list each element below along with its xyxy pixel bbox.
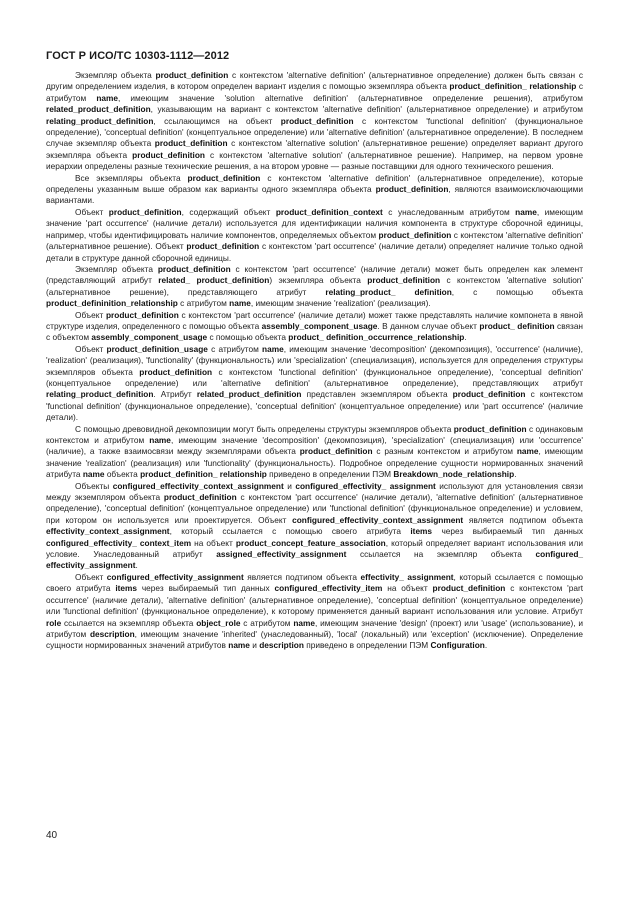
text-run: , который ссылается с помощью своего атрибута bbox=[169, 526, 411, 537]
term-name: name bbox=[293, 617, 315, 628]
text-run: через выбираемый тип данных bbox=[432, 526, 583, 537]
term-name: name bbox=[82, 469, 105, 480]
text-run: представлен экземпляром объекта bbox=[301, 389, 453, 400]
text-run: связан с объектом bbox=[46, 320, 584, 343]
term-name: assigned_effectivity_assignment bbox=[216, 549, 347, 560]
text-run: , ссылающимся на объект bbox=[153, 115, 281, 126]
term-name: product_definition_context bbox=[275, 206, 383, 217]
text-run: с атрибутом bbox=[177, 298, 230, 309]
text-run: с контекстом 'part occurrence' (наличие детали) может также представлять наличие компонета в явной структуре изделия, определенного с помощью объекта bbox=[46, 309, 583, 331]
term-name: related_product_definition bbox=[46, 104, 151, 115]
text-run: , имеющим значение 'solution alternative definition' (альтернативное определение решения), атрибутом bbox=[118, 92, 583, 103]
text-run: . bbox=[514, 469, 517, 480]
text-run: Объект bbox=[75, 206, 109, 217]
term-name: product_definition bbox=[157, 263, 231, 274]
text-run: , который ссылается с помощью своего атрибута bbox=[46, 571, 584, 594]
term-name: configured_effectivity_ context_item bbox=[46, 537, 192, 548]
text-run: с контекстом 'part occurrence' (наличие детали) определяет наличие только одной детали в структуре данной сборочной единицы. bbox=[46, 241, 584, 263]
term-name: name bbox=[262, 343, 284, 354]
term-name: effectivity_context_assignment bbox=[46, 526, 170, 537]
term-name: product_definition bbox=[375, 184, 449, 195]
term-name: configured_effectivity_context_assignment bbox=[112, 480, 284, 491]
text-run: , имеющим значение 'realization' (реализация). bbox=[250, 298, 431, 309]
term-name: product_definition bbox=[299, 446, 373, 457]
term-name: product_ definition_occurrence_relationship bbox=[288, 332, 465, 343]
text-run: на объект bbox=[191, 537, 236, 548]
text-run: с контекстом 'part occurrence' (наличие детали), 'alternative definition' (альтернативное определение), 'conceptual definition' (концептуальное определение) или 'functional definition' (функциональное определение), к которому применяется данный вариант использования или условие. Атрибут bbox=[46, 583, 584, 617]
text-run: Все экземпляры объекта bbox=[75, 172, 188, 183]
text-run: с унаследованным атрибутом bbox=[382, 206, 516, 217]
text-run: с разным контекстом и атрибутом bbox=[372, 446, 517, 457]
paragraph bbox=[46, 572, 583, 652]
term-name: product_definition bbox=[108, 206, 182, 217]
text-run: . bbox=[135, 560, 138, 571]
term-name: name bbox=[229, 298, 251, 309]
text-run: Объект bbox=[75, 571, 107, 582]
term-name: product_definition bbox=[378, 229, 452, 240]
text-run: , имеющим значение 'decomposition' (декомпозиция), 'occurrence' (наличие), 'realization' (реализация), 'functionality' (функциональность) или 'specialization' (специализация), используется для определения структуры экземпляров объекта bbox=[46, 343, 583, 377]
text-run: с контекстом 'functional definition' (функциональное определение), 'conceptual definition' (концептуальное определение) или 'part occurrence' (наличие детали). bbox=[46, 389, 583, 423]
text-run: ) экземпляра объекта bbox=[269, 275, 368, 286]
term-name: configured_effectivity_ assignment bbox=[295, 480, 436, 491]
text-run: и bbox=[283, 480, 296, 491]
text-run: с контекстом 'part occurrence' (наличие детали), 'alternative definition' (альтернативное определение), 'conceptual definition' (концептуальное определение) или 'functional definition' (функциональное определение) и условием, при котором он используется или проектируется. Объект bbox=[46, 492, 583, 525]
paragraph bbox=[46, 344, 583, 424]
paragraph bbox=[46, 70, 583, 173]
text-run: , содержащий объект bbox=[181, 206, 276, 217]
text-run: , имеющим значение 'realization' (реализация) или 'functionality' (функциональность). Подробное определение сущности нормированных значений атрибута bbox=[46, 446, 584, 480]
text-run: , с помощью объекта bbox=[451, 286, 583, 297]
term-name: product_definition bbox=[452, 389, 526, 400]
text-run: . В данном случае объект bbox=[377, 320, 480, 331]
text-run: ссылается на экземпляр объекта bbox=[346, 549, 536, 560]
text-run: с одинаковым контекстом и атрибутом bbox=[46, 423, 583, 445]
text-run: и bbox=[249, 640, 260, 651]
text-run: с атрибутом bbox=[207, 343, 263, 354]
term-name: product_definition bbox=[139, 366, 213, 377]
term-name: product_definition bbox=[280, 115, 354, 126]
term-name: description bbox=[89, 628, 135, 639]
term-name: items bbox=[115, 583, 138, 594]
term-name: name bbox=[149, 435, 171, 445]
body-text bbox=[46, 70, 583, 652]
term-name: description bbox=[259, 640, 304, 651]
term-name: name bbox=[228, 640, 250, 651]
term-name: items bbox=[410, 526, 433, 537]
text-run: является подтипом объекта bbox=[243, 571, 361, 582]
term-name: product_definition_usage bbox=[106, 343, 208, 354]
text-run: Объект bbox=[75, 343, 107, 354]
term-name: configured_effectivity_context_assignment bbox=[292, 514, 464, 525]
paragraph bbox=[46, 481, 583, 572]
term-name: effectivity_ assignment bbox=[360, 571, 454, 582]
term-name: product_definition bbox=[453, 423, 527, 434]
term-name: name bbox=[516, 446, 539, 457]
text-run: , имеющим значение 'inherited' (унаследованный), 'local' (локальный) или 'exception' (исключение). Определение сущности нормированных значений атрибутов bbox=[46, 628, 584, 651]
text-run: с контекстом 'alternative definition' (альтернативное определение) должен быть связан с другим определением изделия, в котором определен вариант изделия с помощью экземпляра объекта bbox=[46, 70, 583, 92]
text-run: с помощью объекта bbox=[207, 332, 289, 343]
term-name: object_role bbox=[196, 617, 241, 628]
term-name: relating_product_definition bbox=[46, 115, 154, 126]
paragraph bbox=[46, 264, 583, 310]
term-name: product_definition_ relationship bbox=[449, 81, 577, 92]
text-run: с контекстом 'alternative solution' (альтернативное решение). Например, на первом уровне иерархии определены разные технические решения, а на втором уровне — разные поставщики для одного технического решения. bbox=[46, 149, 583, 172]
term-name: product_definition bbox=[163, 492, 237, 503]
term-name: Breakdown_node_relationship bbox=[393, 469, 515, 480]
term-name: product_ definition bbox=[479, 320, 555, 331]
text-run: Экземпляр объекта bbox=[75, 263, 158, 274]
text-run: с контекстом 'alternative definition' (альтернативное определение), которые определены указанным выше образом как варианты одного экземпляра объекта bbox=[46, 172, 583, 195]
text-run: приведено в определении ПЭМ bbox=[303, 640, 431, 651]
text-run: . bbox=[484, 640, 488, 651]
text-run: объекта bbox=[104, 469, 141, 480]
term-name: relating_product_definition bbox=[46, 389, 154, 400]
text-run: с контекстом 'alternative solution' (альтернативное решение), представляющего атрибут bbox=[46, 275, 584, 297]
text-run: с контекстом 'part occurrence' (наличие детали) может быть определен как элемент (представляющий атрибут bbox=[46, 263, 583, 286]
text-run: Экземпляр объекта bbox=[75, 70, 156, 80]
term-name: product_definition bbox=[155, 70, 229, 80]
text-run: . bbox=[464, 332, 467, 343]
paragraph bbox=[46, 173, 583, 207]
term-name: configured_effectivity_item bbox=[274, 583, 383, 594]
text-run: . Атрибут bbox=[153, 389, 197, 400]
text-run: через выбираемый тип данных bbox=[137, 583, 275, 594]
text-run: с контекстом 'functional definition' (функциональное определение), 'conceptual definition' (концептуальное определение) или 'alternative definition' (альтернативное определение), представляющих атрибут bbox=[46, 366, 583, 388]
term-name: related_product_definition bbox=[196, 389, 302, 400]
term-name: assembly_component_usage bbox=[91, 332, 208, 343]
text-run: используют для установления связи между экземпляром объекта bbox=[46, 480, 583, 503]
term-name: product_definition bbox=[105, 309, 179, 320]
term-name: configured_effectivity_assignment bbox=[106, 571, 244, 582]
term-name: product_definition_ relationship bbox=[140, 469, 267, 480]
term-name: product_definition bbox=[432, 583, 506, 594]
term-name: name bbox=[515, 206, 537, 217]
text-run: с контекстом 'functional definition' (функциональное определение), 'conceptual definition' (концептуальное определение) или 'alternative definition' (альтернативное определение). В последнем случае экземпляр объекта bbox=[46, 115, 583, 149]
paragraph bbox=[46, 207, 583, 264]
term-name: Configuration bbox=[430, 640, 485, 651]
text-run: ссылается на экземпляр объекта bbox=[61, 617, 197, 628]
term-name: product_defininition_relationship bbox=[46, 298, 178, 309]
term-name: product_definition bbox=[367, 275, 441, 286]
text-run: является подтипом объекта bbox=[463, 514, 583, 525]
term-name: product_concept_feature_association bbox=[235, 537, 386, 548]
text-run: на объект bbox=[382, 583, 433, 594]
term-name: relating_product_ definition bbox=[325, 286, 452, 297]
term-name: product_definition bbox=[187, 172, 261, 183]
term-name: configured_ effectivity_assignment bbox=[46, 549, 583, 571]
text-run: , являются взаимоисключающими вариантами. bbox=[46, 184, 583, 206]
text-run: Объект bbox=[75, 309, 106, 320]
paragraph bbox=[46, 310, 583, 344]
text-run: Объекты bbox=[75, 480, 113, 491]
paragraph bbox=[46, 424, 583, 481]
text-run: , имеющим значение 'part occurrence' (наличие детали) используется для идентификации наличия компонента в структуре сборочной единицы, например, чтобы идентифицировать наличие компонентов, определяемых объектом bbox=[46, 206, 584, 240]
text-run: С помощью древовидной декомпозиции могут быть определены структуры экземпляров объекта bbox=[75, 423, 454, 434]
text-run: приведено в определении ПЭМ bbox=[266, 469, 394, 480]
page-number: 40 bbox=[46, 830, 58, 841]
text-run: с контекстом 'alternative solution' (альтернативное решение) определяет вариант другого экземпляра объекта bbox=[46, 138, 583, 160]
text-run: , имеющим значение 'decomposition' (декомпозиция), 'specialization' (специализация) или 'occurrence' (наличие), а также взаимосвязи между экземплярами объекта bbox=[46, 435, 583, 457]
text-run: , указывающим на вариант с контекстом 'alternative definition' (альтернативное определение) и атрибутом bbox=[150, 104, 583, 115]
term-name: name bbox=[96, 92, 119, 103]
text-run: с атрибутом bbox=[46, 81, 583, 103]
text-run: с атрибутом bbox=[240, 617, 294, 628]
term-name: assembly_component_usage bbox=[261, 320, 378, 331]
term-name: related_ product_definition bbox=[158, 275, 270, 286]
term-name: role bbox=[46, 617, 62, 628]
page-header: ГОСТ Р ИСО/ТС 10303-1112—2012 bbox=[46, 50, 230, 62]
term-name: product_definition bbox=[132, 149, 205, 160]
term-name: product_definition bbox=[154, 138, 228, 149]
text-run: , имеющим значение 'design' (проект) или 'usage' (использование), и атрибутом bbox=[46, 617, 584, 639]
text-run: с контекстом 'alternative definition' (альтернативное решение). Объект bbox=[46, 229, 583, 252]
term-name: product_definition bbox=[186, 241, 260, 252]
text-run: , который определяет вариант использования или условие. Унаследованный атрибут bbox=[46, 537, 583, 560]
